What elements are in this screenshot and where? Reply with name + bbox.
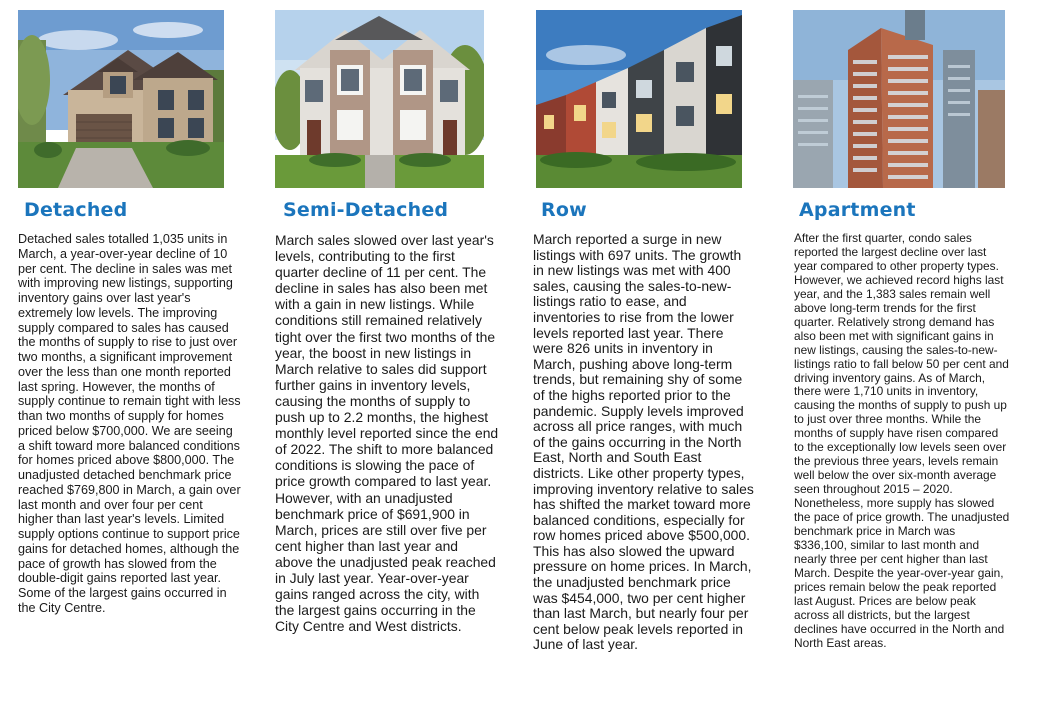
market-summary-text: March sales slowed over last year's levels, contributing to the first quarter decline of 11 per cent. The decline in sales has also been met with a gain in new listings. While conditions still remained relatively tight over the first two months of the year, the boost in new listings in March relative to sales did support further gains in inventory levels, causing the months of supply to push up to 2.2 months, the highest monthly level reported since the end of 2022. The shift to more balanced conditions is slowing the pace of price growth compared to last year. However, with an unadjusted benchmark price of $691,900 in March, prices are still over five per cent higher than last year and above the unadjusted peak reached in July last year. Year-over-year gains ranged across the city, with the largest gains occurring in the City Centre and West districts.: [275, 232, 499, 635]
market-summary-text: Detached sales totalled 1,035 units in March, a year-over-year decline of 10 per cent. The decline in sales was met with improving new listings, supporting inventory gains over last year's extremely low levels. The improving supply compared to sales has caused the months of supply to rise to just over two months, a significant improvement over the less than one month reported last spring. However, the months of supply continue to remain tight with less than two months of supply for homes priced below $700,000. We are seeing a shift toward more balanced conditions for homes priced above $800,000. The unadjusted detached benchmark price reached $769,800 in March, a gain over last month and over four per cent higher than last year's levels. Limited supply options continue to support price gains for detached homes, although the pace of growth has slowed from the double-digit gains reported last year. Some of the largest gains occurred in the City Centre.: [18, 232, 241, 615]
property-type-heading: Semi-Detached: [283, 199, 449, 221]
market-summary-text: After the first quarter, condo sales reported the largest decline over last year compared to other property types. However, we achieved record highs last year, and the 1,383 sales remain well above long-term trends for the first quarter. Relatively strong demand has also been met with significant gains in new listings, causing the sales-to-new-listings ratio to fall below 50 per cent and driving inventory gains. As of March, there were 1,710 units in inventory, causing the months of supply to push up to just over three months. While the months of supply have risen compared to the exceptionally low levels seen over the previous three years, levels remain well below the over six-month average seen throughout 2015 – 2020. Nonetheless, more supply has slowed the pace of price growth. The unadjusted benchmark price in March was $336,100, similar to last month and nearly three per cent higher than last March. Despite the year-over-year gain, prices remain below the peak reported last August. Prices are below peak across all districts, but the largest declines have occurred in the North and North East areas.: [794, 231, 1010, 650]
semi-detached-house-photo: [275, 10, 484, 188]
property-type-heading: Apartment: [799, 199, 916, 221]
apartment-tower-photo: [793, 10, 1005, 188]
row-townhouse-photo: [536, 10, 742, 188]
property-type-heading: Detached: [24, 199, 128, 221]
property-type-heading: Row: [541, 199, 587, 221]
detached-house-photo: [18, 10, 224, 188]
market-summary-text: March reported a surge in new listings with 697 units. The growth in new listings was met with 400 sales, causing the sales-to-new-listings ratio to ease, and inventories to rise from the lower levels reported last year. There were 826 units in inventory in March, pushing above long-term trends, but remaining shy of some of the highs reported prior to the pandemic. Supply levels improved across all price ranges, with much of the gains occurring in the North East, North and South East districts. Like other property types, improving inventory relative to sales has shifted the market toward more balanced conditions, especially for row homes priced above $500,000. This has also slowed the upward pressure on home prices. In March, the unadjusted benchmark price was $454,000, two per cent higher than last March, but nearly four per cent below peak levels reported in June of last year.: [533, 231, 754, 653]
